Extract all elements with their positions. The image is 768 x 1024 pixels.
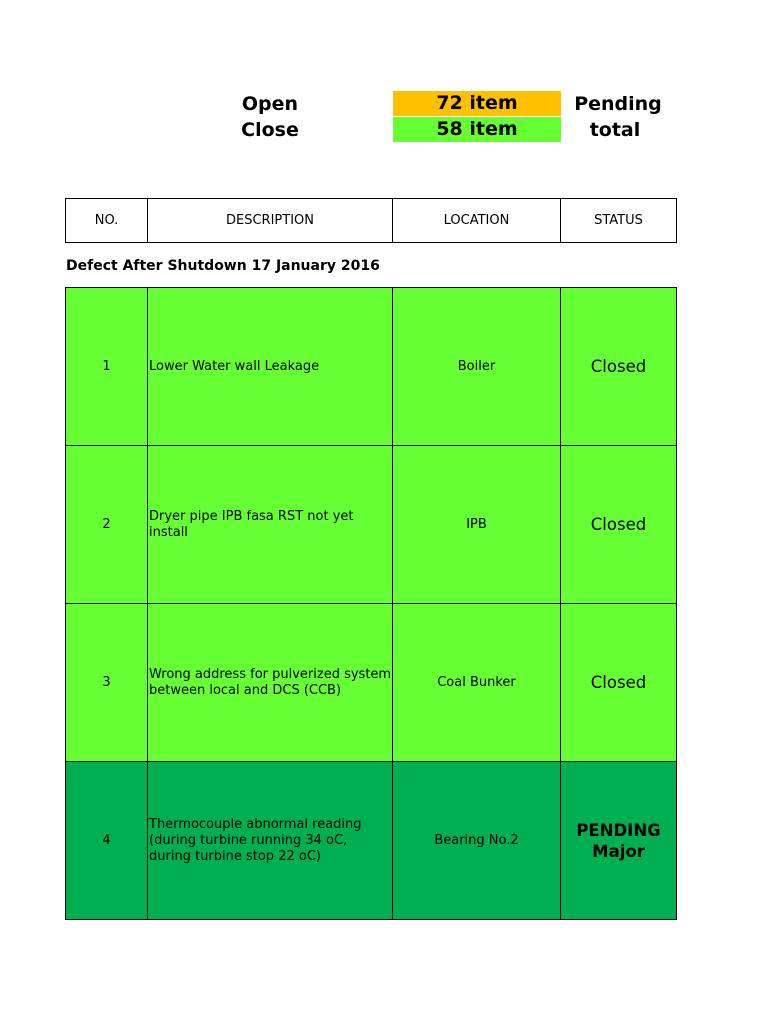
row-location: Coal Bunker — [393, 604, 561, 762]
pending-label: Pending — [574, 93, 662, 115]
row-description: Thermocouple abnormal reading (during turbine running 34 oC, during turbine stop 22 oC) — [148, 762, 393, 920]
defect-table-header — [65, 198, 677, 243]
row-number: 4 — [66, 762, 148, 920]
header-no: NO. — [66, 199, 148, 243]
row-status-pending: PENDING Major — [561, 762, 677, 920]
close-count: 58 item — [393, 117, 561, 142]
row-location: Bearing No.2 — [393, 762, 561, 920]
header-status: STATUS — [561, 199, 677, 243]
section-title: Defect After Shutdown 17 January 2016 — [66, 258, 380, 274]
table-row — [66, 288, 677, 446]
defect-table — [65, 287, 677, 920]
table-row — [66, 762, 677, 920]
row-number: 1 — [66, 288, 148, 446]
row-location: IPB — [393, 446, 561, 604]
row-status: Closed — [561, 288, 677, 446]
row-status: Closed — [561, 446, 677, 604]
header-description: DESCRIPTION — [148, 199, 393, 243]
row-description: Dryer pipe IPB fasa RST not yet install — [148, 446, 393, 604]
open-label: Open — [241, 93, 299, 115]
table-row — [66, 446, 677, 604]
row-number: 2 — [66, 446, 148, 604]
row-number: 3 — [66, 604, 148, 762]
header-location: LOCATION — [393, 199, 561, 243]
total-label: total — [589, 119, 641, 141]
header-row — [66, 199, 677, 243]
open-count: 72 item — [393, 91, 561, 116]
table-row — [66, 604, 677, 762]
row-status: Closed — [561, 604, 677, 762]
close-label: Close — [241, 119, 299, 141]
row-description: Wrong address for pulverized system between local and DCS (CCB) — [148, 604, 393, 762]
row-location: Boiler — [393, 288, 561, 446]
row-description: Lower Water wall Leakage — [148, 288, 393, 446]
